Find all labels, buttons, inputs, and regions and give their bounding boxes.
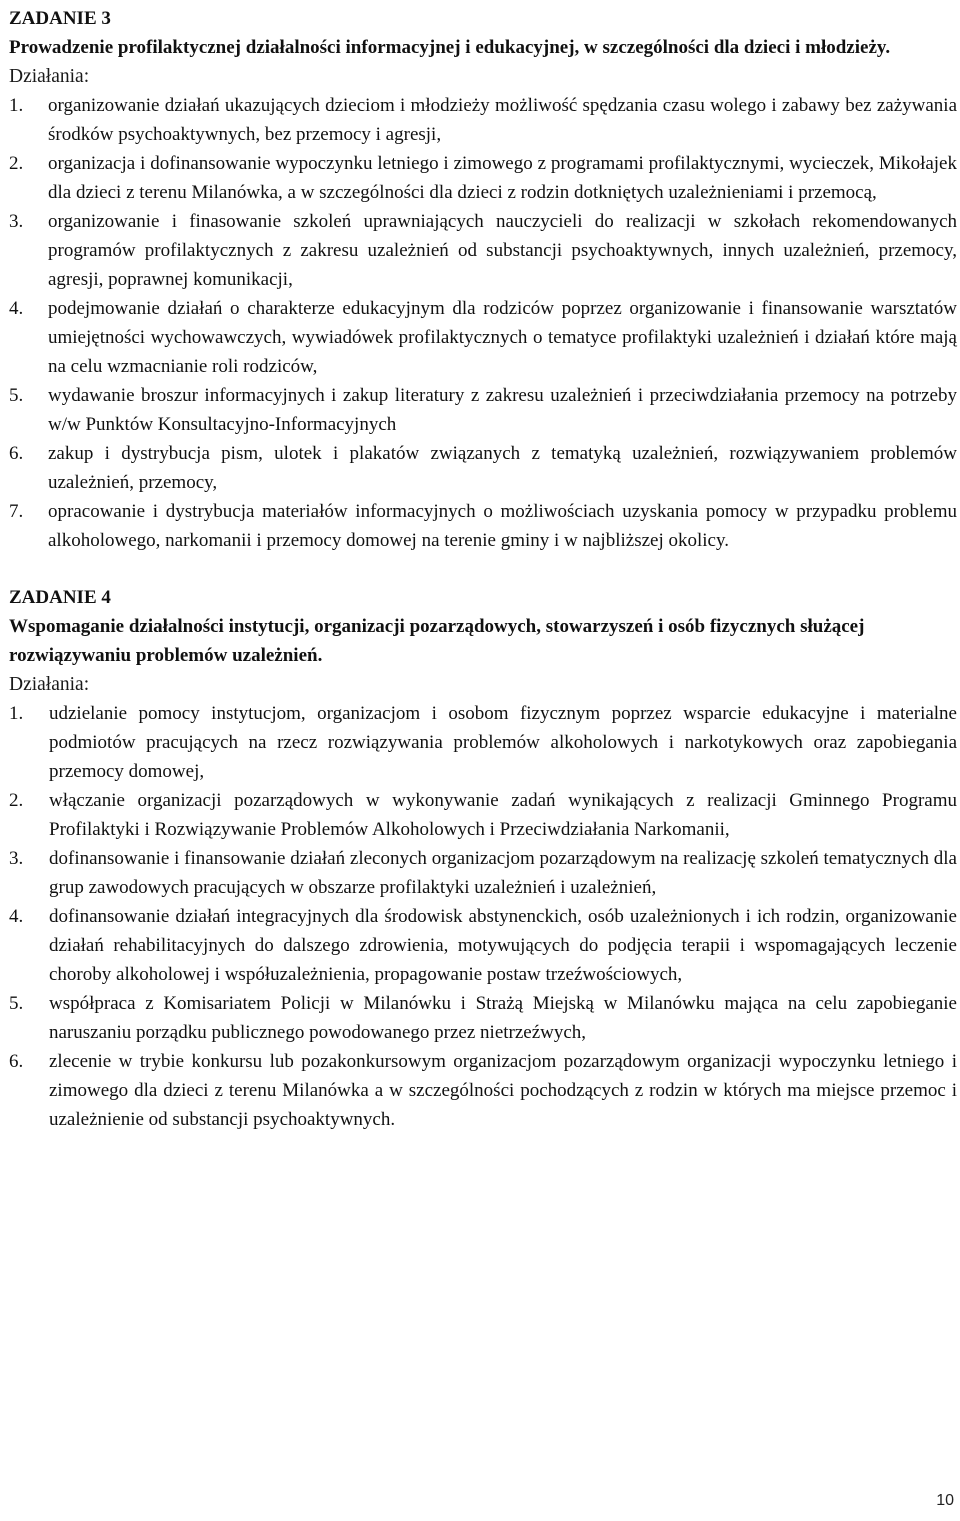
list-item: [9, 699, 957, 786]
list-item: [9, 989, 957, 1047]
item-number: 5.: [9, 385, 24, 406]
document-page: [9, 4, 957, 1134]
item-text: organizowanie i finasowanie szkoleń uprawniających nauczycieli do realizacji w szkołach rekomendowanych programów profilaktycznych z zakresu uzależnień od substancji psychoaktywnych, innych uzależnień, przemocy, agresji, poprawnej komunikacji,: [48, 211, 957, 290]
item-text: dofinansowanie i finansowanie działań zleconych organizacjom pozarządowym na realizację szkoleń tematycznych dla grup zawodowych pracujących w obszarze profilaktyki uzależnień i uzależnień,: [49, 848, 957, 898]
actions-list: [9, 91, 957, 555]
actions-label: Działania:: [9, 674, 90, 695]
item-number: 3.: [9, 211, 24, 232]
item-number: 2.: [9, 153, 24, 174]
list-item: [9, 91, 957, 149]
section-heading: ZADANIE 3: [9, 8, 111, 29]
item-number: 7.: [9, 501, 24, 522]
item-text: dofinansowanie działań integracyjnych dla środowisk abstynenckich, osób uzależnionych i ich rodzin, organizowanie działań rehabilitacyjnych do dalszego zdrowienia, motywujących do podjęcia terapii i wspomagających leczenie choroby alkoholowej i współuzależnienia, propagowanie postaw trzeźwościowych,: [49, 906, 957, 985]
item-number: 6.: [9, 443, 24, 464]
item-number: 5.: [9, 993, 24, 1014]
list-item: [9, 902, 957, 989]
item-text: podejmowanie działań o charakterze edukacyjnym dla rodziców poprzez organizowanie i finansowanie warsztatów umiejętności wychowawczych, wywiadówek profilaktycznych o tematyce profilaktyki uzależnień i działań które mają na celu wzmacnianie roli rodziców,: [48, 298, 957, 377]
item-text: zlecenie w trybie konkursu lub pozakonkursowym organizacjom pozarządowym organizacji wypoczynku letniego i zimowego dla dzieci z terenu Milanówka a w szczególności pochodzących z rodzin w których ma miejsce przemoc i uzależnienie od substancji psychoaktywnych.: [49, 1051, 957, 1130]
section-spacer: [9, 555, 957, 583]
list-item: [9, 439, 957, 497]
item-text: wydawanie broszur informacyjnych i zakup literatury z zakresu uzależnień i przeciwdziałania przemocy na potrzeby w/w Punktów Konsultacyjno-Informacyjnych: [48, 385, 957, 435]
item-number: 6.: [9, 1051, 24, 1072]
section-zadanie-4: [9, 583, 957, 1134]
list-item: [9, 381, 957, 439]
section-title: Prowadzenie profilaktycznej działalności informacyjnej i edukacyjnej, w szczególności dla dzieci i młodzieży.: [9, 37, 891, 58]
list-item: [9, 786, 957, 844]
list-item: [9, 207, 957, 294]
item-number: 4.: [9, 298, 24, 319]
actions-list: [9, 699, 957, 1134]
list-item: [9, 1047, 957, 1134]
page-number: 10: [936, 1492, 954, 1509]
actions-label: Działania:: [9, 66, 90, 87]
item-text: współpraca z Komisariatem Policji w Milanówku i Strażą Miejską w Milanówku mająca na celu zapobieganie naruszaniu porządku publicznego powodowanego przez nietrzeźwych,: [49, 993, 957, 1043]
item-number: 2.: [9, 790, 24, 811]
item-number: 3.: [9, 848, 24, 869]
item-number: 4.: [9, 906, 24, 927]
list-item: [9, 149, 957, 207]
section-title: Wspomaganie działalności instytucji, organizacji pozarządowych, stowarzyszeń i osób fizycznych służącej rozwiązywaniu problemów uzależnień.: [9, 616, 865, 666]
item-text: opracowanie i dystrybucja materiałów informacyjnych o możliwościach uzyskania pomocy w przypadku problemu alkoholowego, narkomanii i przemocy domowej na terenie gminy i w najbliższej okolicy.: [48, 501, 957, 551]
section-heading: ZADANIE 4: [9, 587, 111, 608]
list-item: [9, 844, 957, 902]
item-number: 1.: [9, 95, 24, 116]
section-zadanie-3: [9, 4, 957, 555]
item-text: włączanie organizacji pozarządowych w wykonywanie zadań wynikających z realizacji Gminnego Programu Profilaktyki i Rozwiązywanie Problemów Alkoholowych i Przeciwdziałania Narkomanii,: [49, 790, 957, 840]
item-text: organizacja i dofinansowanie wypoczynku letniego i zimowego z programami profilaktycznymi, wycieczek, Mikołajek dla dzieci z terenu Milanówka, a w szczególności dla dzieci z rodzin dotkniętych uzależnieniami i przemocą,: [48, 153, 957, 203]
item-text: zakup i dystrybucja pism, ulotek i plakatów związanych z tematyką uzależnień, rozwiązywaniem problemów uzależnień, przemocy,: [48, 443, 957, 493]
list-item: [9, 294, 957, 381]
item-number: 1.: [9, 703, 24, 724]
item-text: udzielanie pomocy instytucjom, organizacjom i osobom fizycznym poprzez wsparcie edukacyjne i materialne podmiotów pracujących na rzecz rozwiązywania problemów alkoholowych i narkotykowych oraz zapobiegania przemocy domowej,: [49, 703, 957, 782]
list-item: [9, 497, 957, 555]
item-text: organizowanie działań ukazujących dzieciom i młodzieży możliwość spędzania czasu wolego i zabawy bez zażywania środków psychoaktywnych, bez przemocy i agresji,: [48, 95, 957, 145]
